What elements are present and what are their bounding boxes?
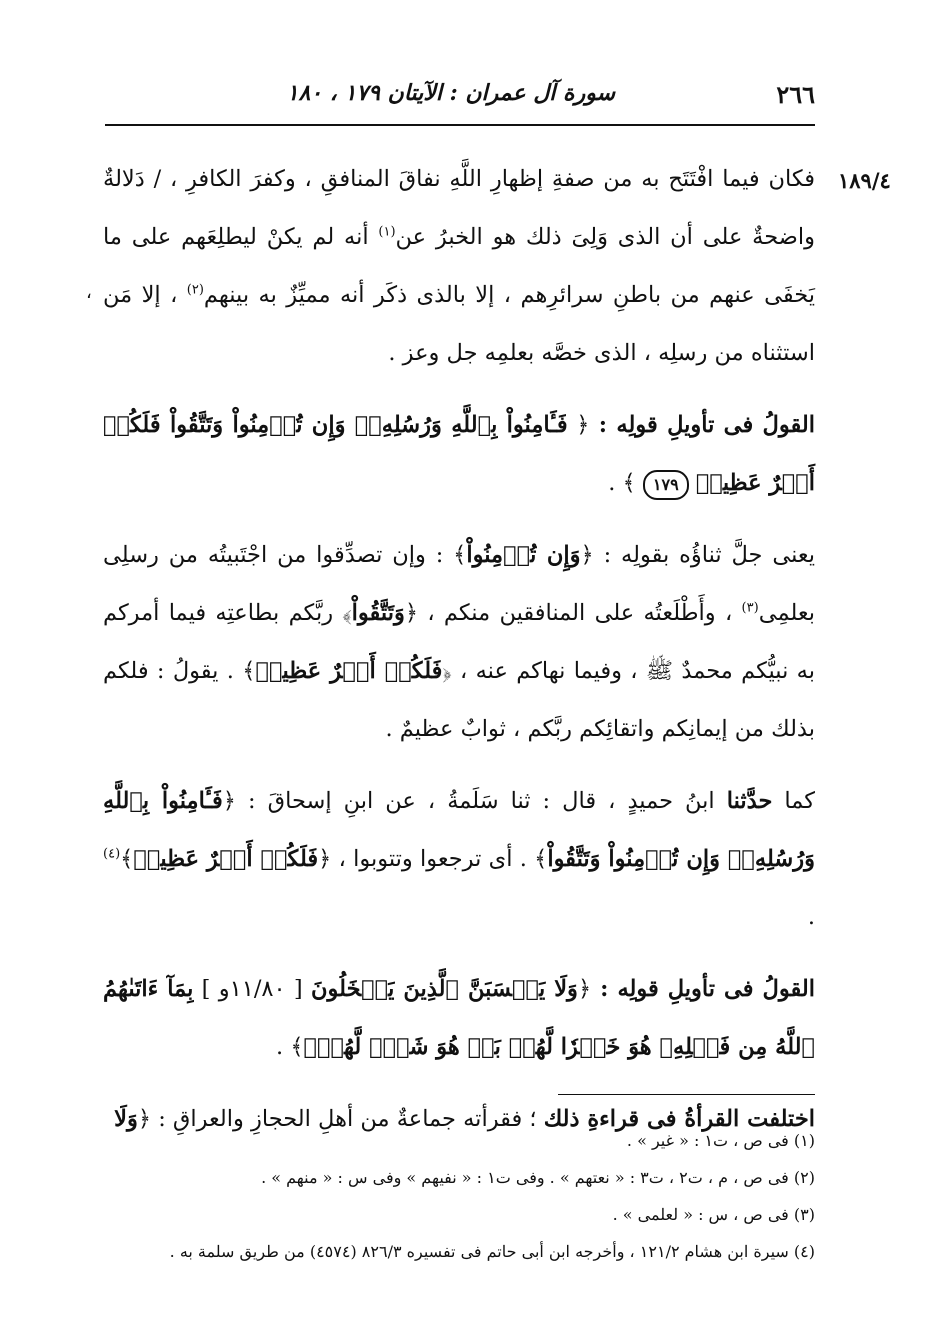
section-heading: القولُ فى تأويلِ قولِه : [589,412,815,438]
margin-reference: ١٨٩/٤ [838,168,891,193]
ornament-close: ﴾ [242,658,256,684]
text-run: : وإن تصدِّقوا من اجْتَبيتُه من رسلِى بعلمِى [103,542,816,626]
main-text [103,150,815,1148]
paragraph-2 [103,396,815,512]
text-run: فكان فيما افْتَتَح به من صفةِ إظهارِ اللَّهِ نفاقَ المنافقِ ، وكفرَ الكافرِ ، / دَلالةٌ واضحةٌ على أن الذى وَلِىَ ذلك هو الخبرُ عن [103,166,815,250]
text-run: ، إلا مَن استثناه من رسلِه ، الذى خصَّه بعلمِه جل وعز . [103,282,815,366]
quran-verse: فَلَكُمۡ أَجۡرٌ عَظِيمٞ [133,846,319,872]
text-run: . [807,904,815,930]
ornament-open: ﴿ [580,542,594,568]
text-run: ربَّكم بطاعتِه فيما أمركم به نبيُّكم محمدٌ ﷺ ، وفيما نهاكم عنه ، [103,600,816,684]
text-run: ؛ فقرأته جماعةٌ من أهلِ الحجازِ والعراقِ : [151,1106,544,1132]
paragraph-3 [103,526,815,758]
footnote-ref-1: (١) [378,224,396,240]
quran-verse: وَلَا يَحۡسَبَنَّ ٱلَّذِينَ يَبۡخَلُونَ [311,976,578,1002]
manuscript-reference: [ ١١/٨٠و ] [193,976,312,1002]
footnote-4: (٤) سيرة ابن هشام ١٢١/٢ ، وأخرجه ابن أبى حاتم فى تفسيره ٨٢٦/٣ (٤٥٧٤) من طريق سلمة به . [169,1242,815,1261]
paragraph-4 [103,772,815,946]
paragraph-5 [103,960,815,1076]
footnote-ref-4: (٤) [103,846,121,862]
quran-verse: بِمَآ ءَاتَىٰهُمُ ٱللَّهُ مِن فَضۡلِهِۦ هُوَ خَيۡرٗا لَّهُمۖ بَلۡ هُوَ شَرّٞ لَّهُمۡۖ [103,976,815,1060]
ornament-close: ﴾ [453,542,467,568]
quran-verse: وَإِن تُؤۡمِنُواْ [466,542,581,568]
ornament-open: ﴿ [442,658,452,684]
text-run: . [608,470,623,496]
ornament-open: ﴿ [576,412,590,438]
footnotes [103,1122,815,1270]
ornament-close: ﴾ [290,1034,304,1060]
text-run: . [276,1034,291,1060]
text-run: ابنُ حميدٍ ، قال : ثنا سَلَمةُ ، عن ابنِ إسحاقَ : [235,788,727,814]
section-heading: القولُ فى تأويلِ قولِه : [591,976,816,1002]
ornament-close: ﴾ [342,600,352,626]
quran-verse: وَتَتَّقُواْ [351,600,405,626]
isnad-keyword: حدَّثنا [726,788,773,814]
text-run: ، وأَطْلَعتُه على المنافقين منكم ، [418,600,742,626]
ornament-open: ﴿ [577,976,592,1002]
footnote-ref-2: (٢) [186,282,204,298]
running-title: سورة آل عمران : الآيتان ١٧٩ ، ١٨٠ [286,80,615,106]
footnote-ref-3: (٣) [741,600,759,616]
footnote-2: (٢) فى ص ، م ، ت٢ ، ت٣ : « نعتهم » . وفى ت١ : « نفيهم » وفى س : « منهم » . [261,1168,815,1187]
quran-verse: فَـَٔامِنُواْ بِٱللَّهِ وَرُسُلِهِۦۚ وَإِن تُؤۡمِنُواْ وَتَتَّقُواْ [103,788,815,872]
quran-verse: فَلَكُمۡ أَجۡرٌ عَظِيمٞ [255,658,443,684]
footnote-1: (١) فى ص ، ت١ : « غير » . [626,1131,815,1150]
text-run: يعنى جلَّ ثناؤُه بقولِه : [593,542,815,568]
footnote-rule [558,1094,815,1095]
text-run: أنه لم يكنْ ليطلِعَهم على ما يَخفَى عنهم من باطنِ سرائرِهم ، إلا بالذى ذكَر أنه مميِّزٌ به بينهم [103,224,815,308]
header-rule [105,124,815,126]
text-run: . أى ترجعوا وتتوبوا ، [331,846,535,872]
ornament-close: ﴾ [120,846,134,872]
ornament-open: ﴿ [404,600,419,626]
page-number: ٢٦٦ [776,80,815,109]
footnote-3: (٣) فى ص ، س : « لعلمى » . [612,1205,815,1224]
text-run: . يقولُ : فلكم بذلك من إيمانِكم واتقائِكم ربَّكم ، ثوابٌ عظيمٌ . [103,658,815,742]
ornament-open: ﴿ [318,846,332,872]
ornament-close: ﴾ [534,846,548,872]
quran-verse: فَـَٔامِنُواْ بِٱللَّهِ وَرُسُلِهِۦۚ وَإِن تُؤۡمِنُواْ وَتَتَّقُواْ فَلَكُمۡ أَجۡرٌ عَظِيمٞ [103,412,815,496]
ayah-number-badge: ١٧٩ [643,470,689,500]
section-heading: اختلفت القرأةُ فى قراءةِ ذلك [543,1106,815,1132]
ornament-close: ﴾ [622,470,636,496]
quran-verse: وَلَا [114,1106,138,1132]
text-run: كما [772,788,815,814]
ornament-open: ﴿ [222,788,236,814]
ornament-open: ﴿ [137,1106,152,1132]
paragraph-1 [103,150,815,382]
margin-mark: ، [86,282,92,303]
page-header [105,70,815,120]
